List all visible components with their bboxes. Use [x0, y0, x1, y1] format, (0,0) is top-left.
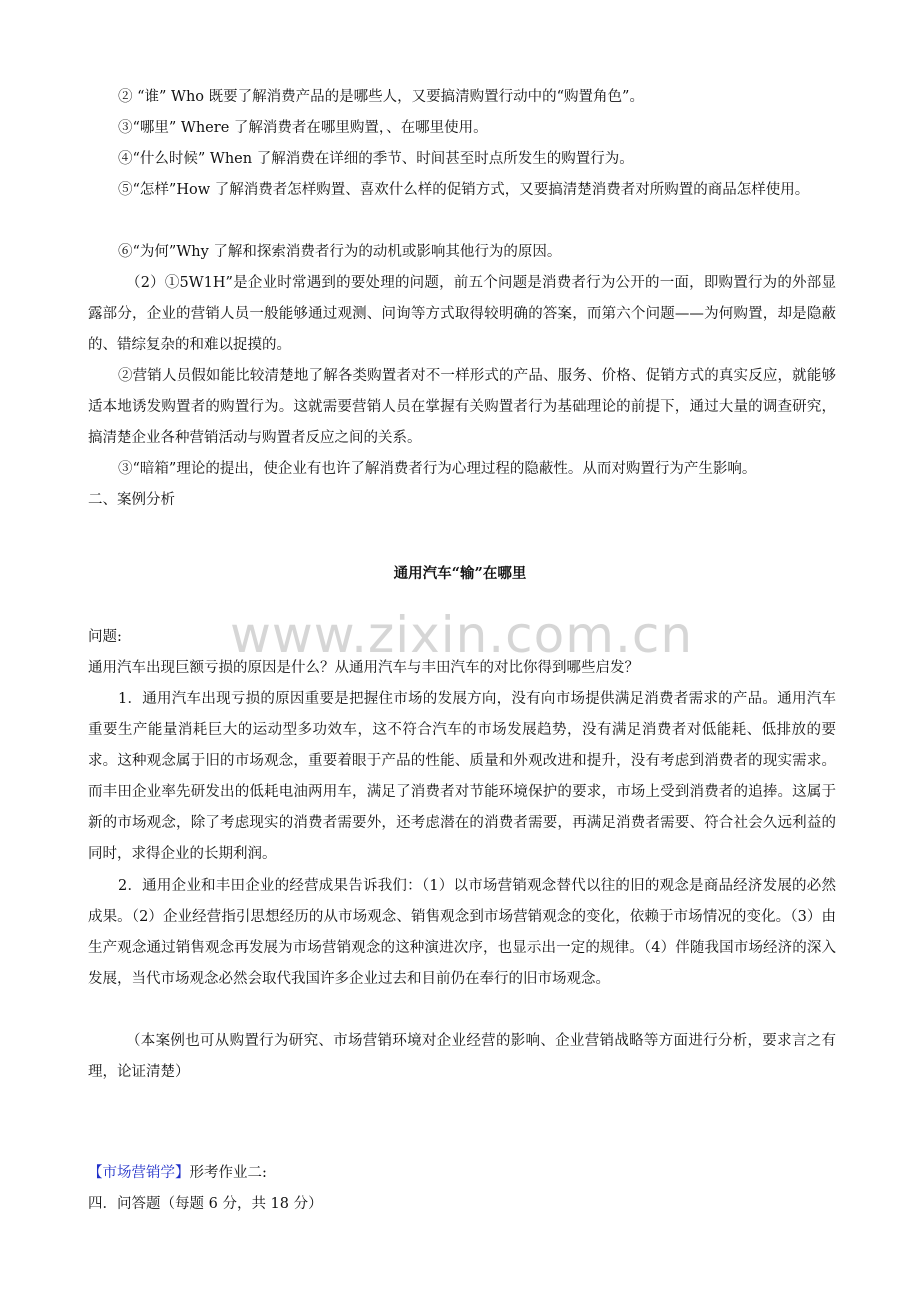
footer-bracket-close: 】: [175, 1165, 190, 1181]
list-item: ⑤“怎样”How 了解消费者怎样购置、喜欢什么样的促销方式，又要搞清楚消费者对所购置的商品怎样使用。: [118, 182, 810, 198]
footer-heading: [88, 1158, 267, 1189]
case-title: 通用汽车“输”在哪里: [393, 565, 527, 582]
watermark: www.zixin.com.cn: [230, 606, 694, 664]
answer-paragraph: 1．通用汽车出现亏损的原因重要是把握住市场的发展方向，没有向市场提供满足消费者需求的产品。通用汽车重要生产能量消耗巨大的运动型多功效车，这不符合汽车的市场发展趋势，没有满足消费者对低能耗、低排放的要求。这种观念属于旧的市场观念，重要着眼于产品的性能、质量和外观改进和提升，没有考虑到消费者的现实需求。而丰田企业率先研发出的低耗电油两用车，满足了消费者对节能环境保护的要求，市场上受到消费者的追捧。这属于新的市场观念，除了考虑现实的消费者需要外，还考虑潜在的消费者需要，再满足消费者需要、符合社会久远利益的同时，求得企业的长期利润。: [88, 691, 836, 862]
list-item: ③“哪里” Where 了解消费者在哪里购置，、在哪里使用。: [118, 120, 488, 136]
question-label: 问题:: [88, 629, 122, 645]
section-heading: 二、案例分析: [88, 492, 175, 508]
answer-note: （本案例也可从购置行为研究、市场营销环境对企业经营的影响、企业营销战略等方面进行分析，要求言之有理，论证清楚）: [88, 1033, 836, 1080]
list-item: ⑥“为何”Why 了解和探索消费者行为的动机或影响其他行为的原因。: [118, 244, 562, 260]
paragraph: ③“暗箱”理论的提出，使企业有也许了解消费者行为心理过程的隐蔽性。从而对购置行为产生影响。: [118, 461, 757, 477]
question-text: 通用汽车出现巨额亏损的原因是什么？从通用汽车与丰田汽车的对比你得到哪些启发？: [88, 660, 639, 676]
list-item: ② “谁” Who 既要了解消费产品的是哪些人，又要搞清购置行动中的“购置角色”。: [118, 89, 644, 105]
paragraph: （2）①5W1H”是企业时常遇到的要处理的问题，前五个问题是消费者行为公开的一面，即购置行为的外部显露部分，企业的营销人员一般能够通过观测、问询等方式取得较明确的答案，而第六个问题——为何购置，却是隐蔽的、错综复杂的和难以捉摸的。: [88, 275, 836, 353]
answer-paragraph: 2．通用企业和丰田企业的经营成果告诉我们：（1）以市场营销观念替代以往的旧的观念是商品经济发展的必然成果。（2）企业经营指引思想经历的从市场观念、销售观念到市场营销观念的变化，依赖于市场情况的变化。（3）由生产观念通过销售观念再发展为市场营销观念的这种演进次序，也显示出一定的规律。（4）伴随我国市场经济的深入发展，当代市场观念必然会取代我国许多企业过去和目前仍在奉行的旧市场观念。: [88, 878, 836, 987]
footer-bracket-open: 【: [88, 1165, 103, 1181]
footer-suffix: 形考作业二:: [189, 1165, 267, 1181]
footer-item: 四．问答题（每题 6 分，共 18 分）: [88, 1196, 323, 1212]
footer-link[interactable]: 市场营销学: [102, 1165, 175, 1181]
paragraph: ②营销人员假如能比较清楚地了解各类购置者对不一样形式的产品、服务、价格、促销方式的真实反应，就能够适本地诱发购置者的购置行为。这就需要营销人员在掌握有关购置者行为基础理论的前提下，通过大量的调查研究，搞清楚企业各种营销活动与购置者反应之间的关系。: [88, 368, 836, 446]
list-item: ④“什么时候” When 了解消费在详细的季节、时间甚至时点所发生的购置行为。: [118, 151, 634, 167]
